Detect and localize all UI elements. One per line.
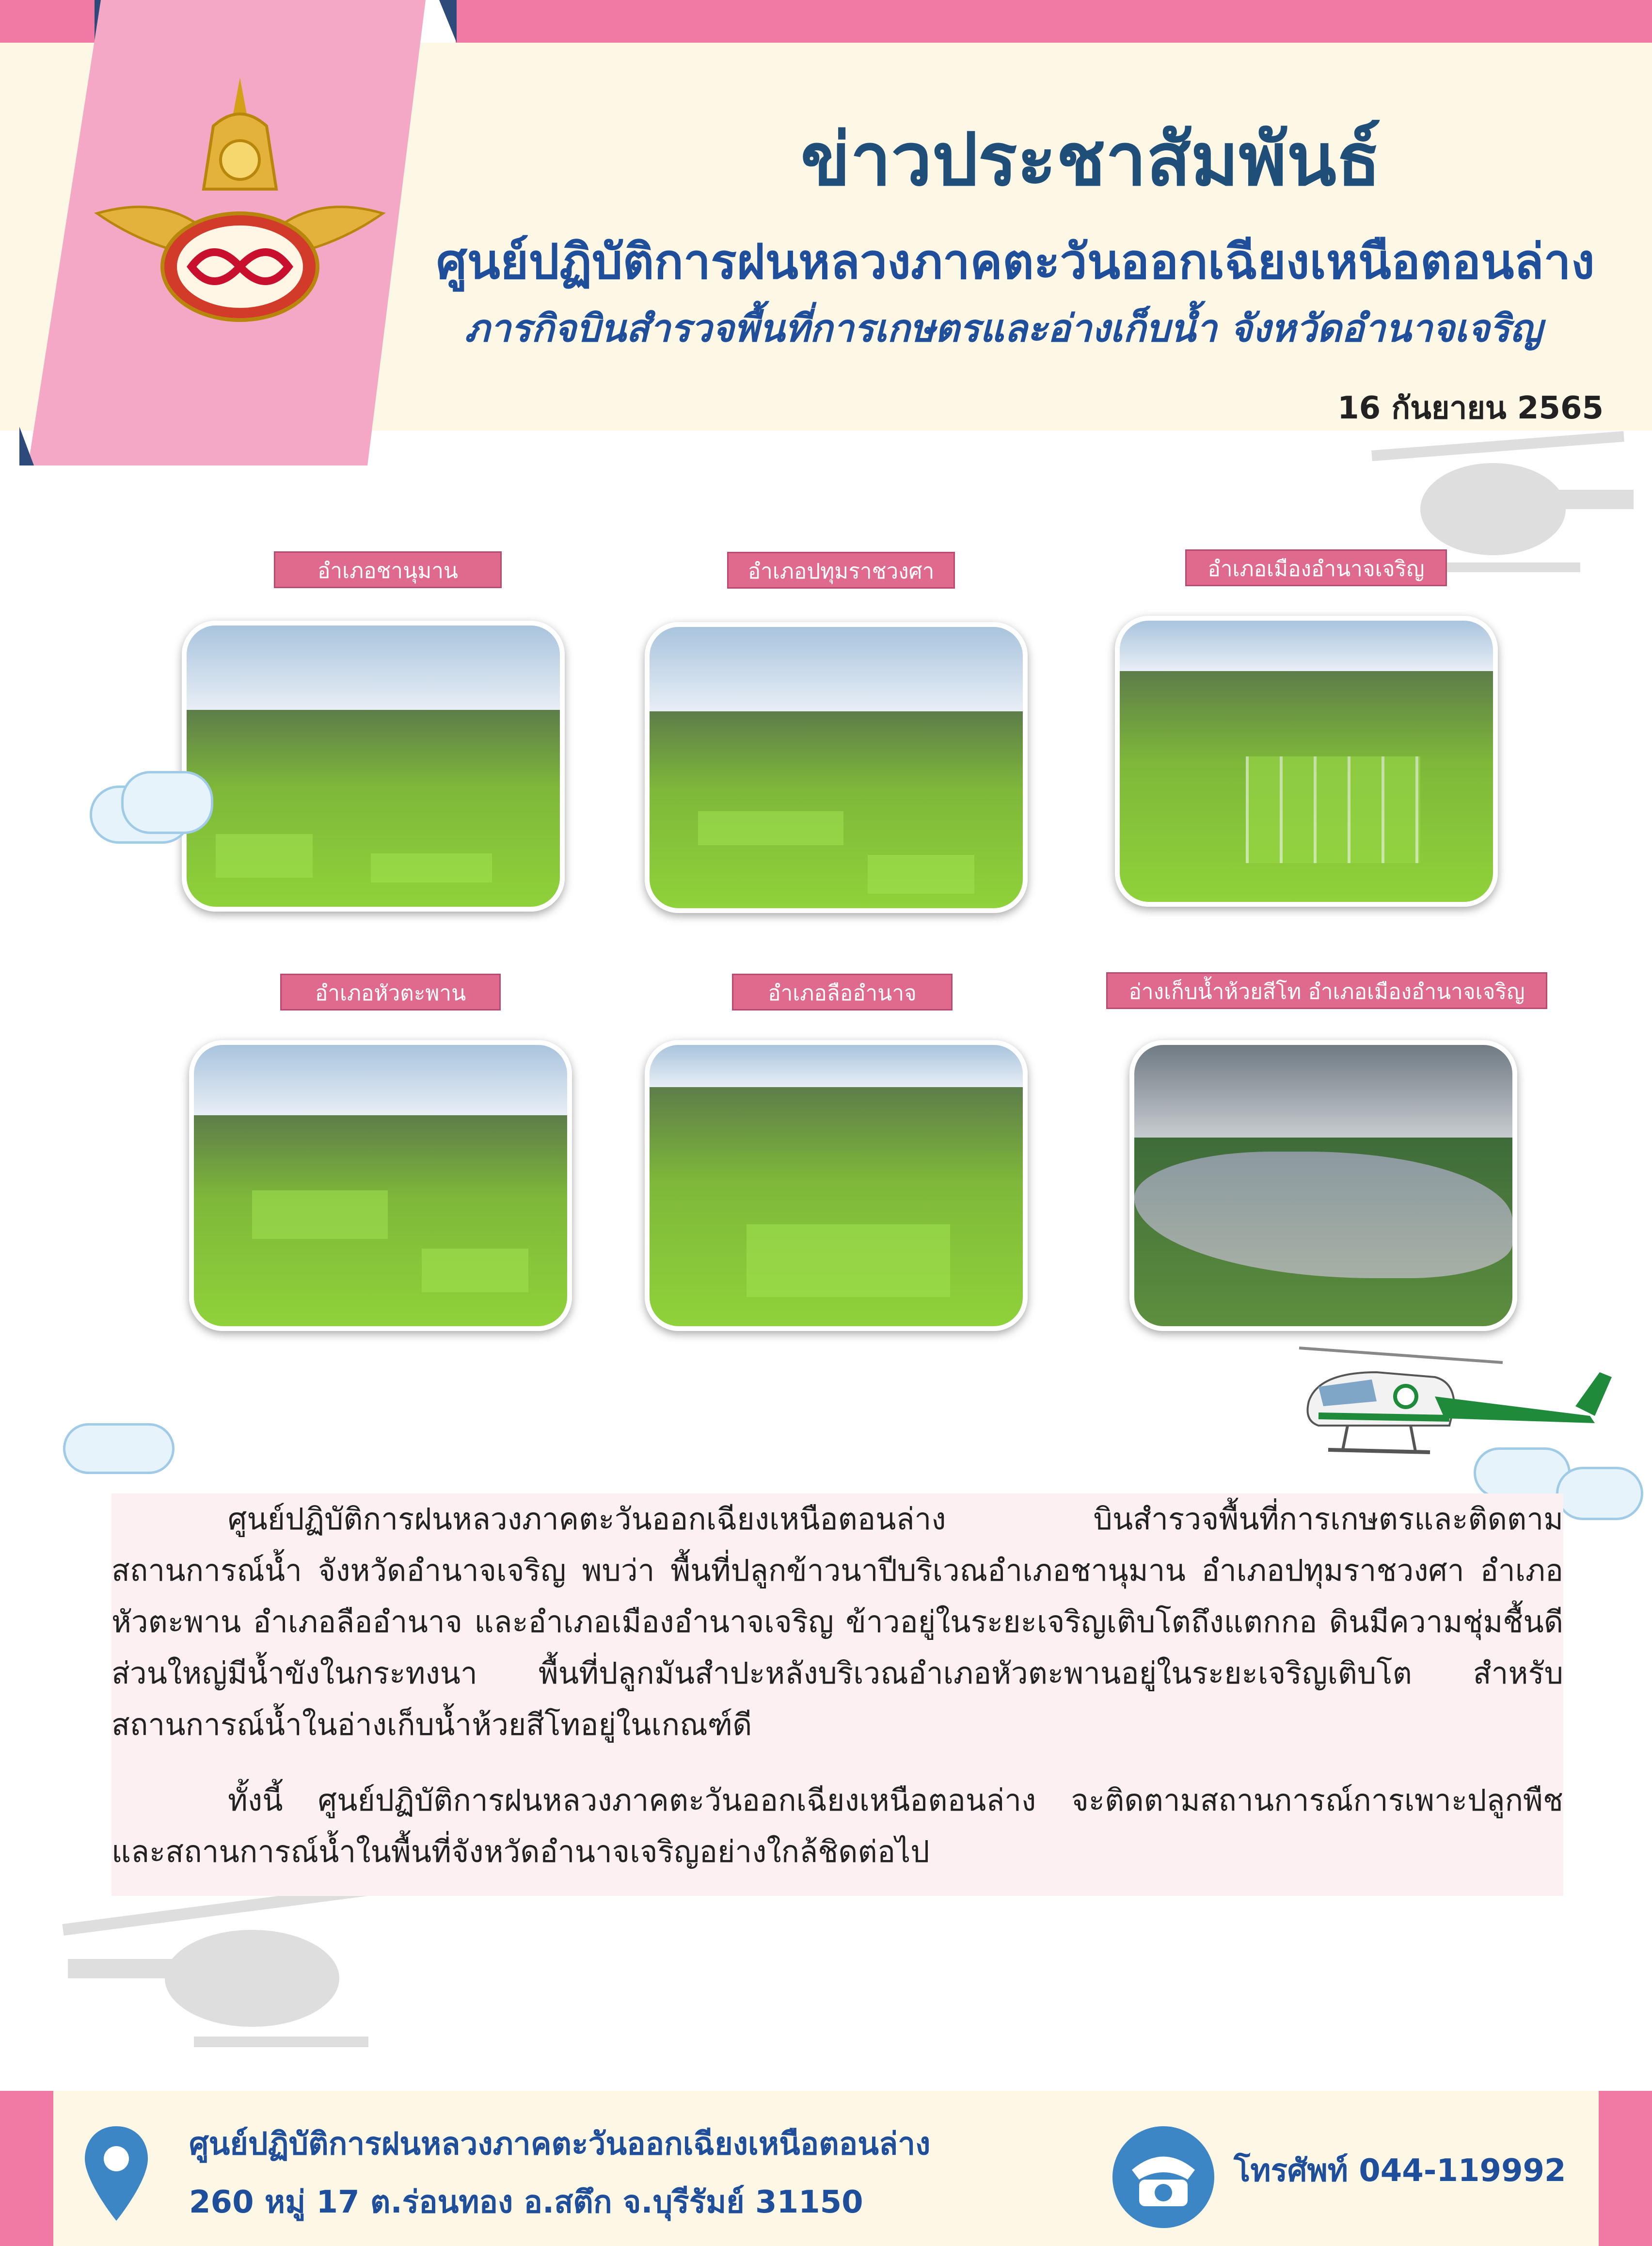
photo-label-lue-amnat: อำเภอลืออำนาจ: [732, 974, 953, 1011]
cloud-decoration: [1556, 1467, 1643, 1520]
photo-chanuman: [182, 621, 565, 912]
body-paragraph-2: ทั้งนี้ ศูนย์ปฏิบัติการฝนหลวงภาคตะวันออกเฉียงเหนือตอนล่าง จะติดตามสถานการณ์การเพาะปลูกพืชและสถานการณ์น้ำในพื้นที่จังหวัดอำนาจเจริญอย่างใกล้ชิดต่อไป: [111, 1782, 1563, 1869]
footer-pink-bar-left: [0, 2091, 53, 2246]
helicopter-silhouette-icon: [58, 1872, 427, 2066]
royal-rainmaking-emblem: [87, 73, 393, 335]
publish-date: 16 กันยายน 2565: [1337, 390, 1604, 426]
photo-label-huai-si-tho-reservoir: อ่างเก็บน้ำห้วยสีโท อำเภอเมืองอำนาจเจริญ: [1106, 972, 1547, 1009]
photo-label-pathum-ratchawongsa: อำเภอปทุมราชวงศา: [727, 552, 955, 589]
mission-title: ภารกิจบินสำรวจพื้นที่การเกษตรและอ่างเก็บน้ำ จังหวัดอำนาจเจริญ: [464, 307, 1542, 351]
footer-organization: ศูนย์ปฏิบัติการฝนหลวงภาคตะวันออกเฉียงเหนือตอนล่าง: [189, 2126, 931, 2162]
footer-pink-bar-right: [1599, 2091, 1652, 2246]
photo-mueang-amnat-charoen: [1115, 616, 1498, 907]
photo-hua-taphan: [189, 1040, 572, 1331]
telephone-icon: [1110, 2124, 1217, 2230]
helicopter-icon: [1289, 1333, 1619, 1469]
page-title: ข่าวประชาสัมพันธ์: [800, 118, 1381, 202]
photo-label-hua-taphan: อำเภอหัวตะพาน: [280, 974, 501, 1011]
photo-label-chanuman: อำเภอชานุมาน: [274, 551, 502, 588]
cloud-decoration: [63, 1423, 175, 1474]
page-subtitle: ศูนย์ปฏิบัติการฝนหลวงภาคตะวันออกเฉียงเหนือตอนล่าง: [436, 233, 1595, 290]
photo-huai-si-tho-reservoir: [1129, 1040, 1517, 1331]
footer-phone: โทรศัพท์ 044-119992: [1234, 2153, 1566, 2189]
footer-address: 260 หมู่ 17 ต.ร่อนทอง อ.สตึก จ.บุรีรัมย์ 31150: [189, 2184, 863, 2220]
cloud-decoration: [121, 771, 213, 834]
photo-label-mueang-amnat-charoen: อำเภอเมืองอำนาจเจริญ: [1185, 549, 1447, 586]
logo-panel-triangle: [19, 427, 34, 465]
photo-pathum-ratchawongsa: [645, 622, 1028, 913]
location-pin-icon: [82, 2124, 150, 2226]
body-paragraph-1: ศูนย์ปฏิบัติการฝนหลวงภาคตะวันออกเฉียงเหนือตอนล่าง บินสำรวจพื้นที่การเกษตรและติดตามสถานการณ์น้ำ จังหวัดอำนาจเจริญ พบว่า พื้นที่ปลูกข้าวนาปีบริเวณอำเภอชานุมาน อำเภอปทุมราชวงศา อำเภอหัวตะพาน อำเภอลืออำนาจ และอำเภอเมืองอำนาจเจริญ ข้าวอยู่ในระยะเจริญเติบโตถึงแตกกอ ดินมีความชุ่มชื้นดี ส่วนใหญ่มีน้ำขังในกระทงนา พื้นที่ปลูกมันสำปะหลังบริเวณอำเภอหัวตะพานอยู่ในระยะเจริญเติบโต สำหรับสถานการณ์น้ำในอ่างเก็บน้ำห้วยสีโทอยู่ในเกณฑ์ดี: [111, 1501, 1563, 1742]
top-bar-triangle-right: [439, 0, 457, 43]
photo-lue-amnat: [645, 1040, 1028, 1331]
